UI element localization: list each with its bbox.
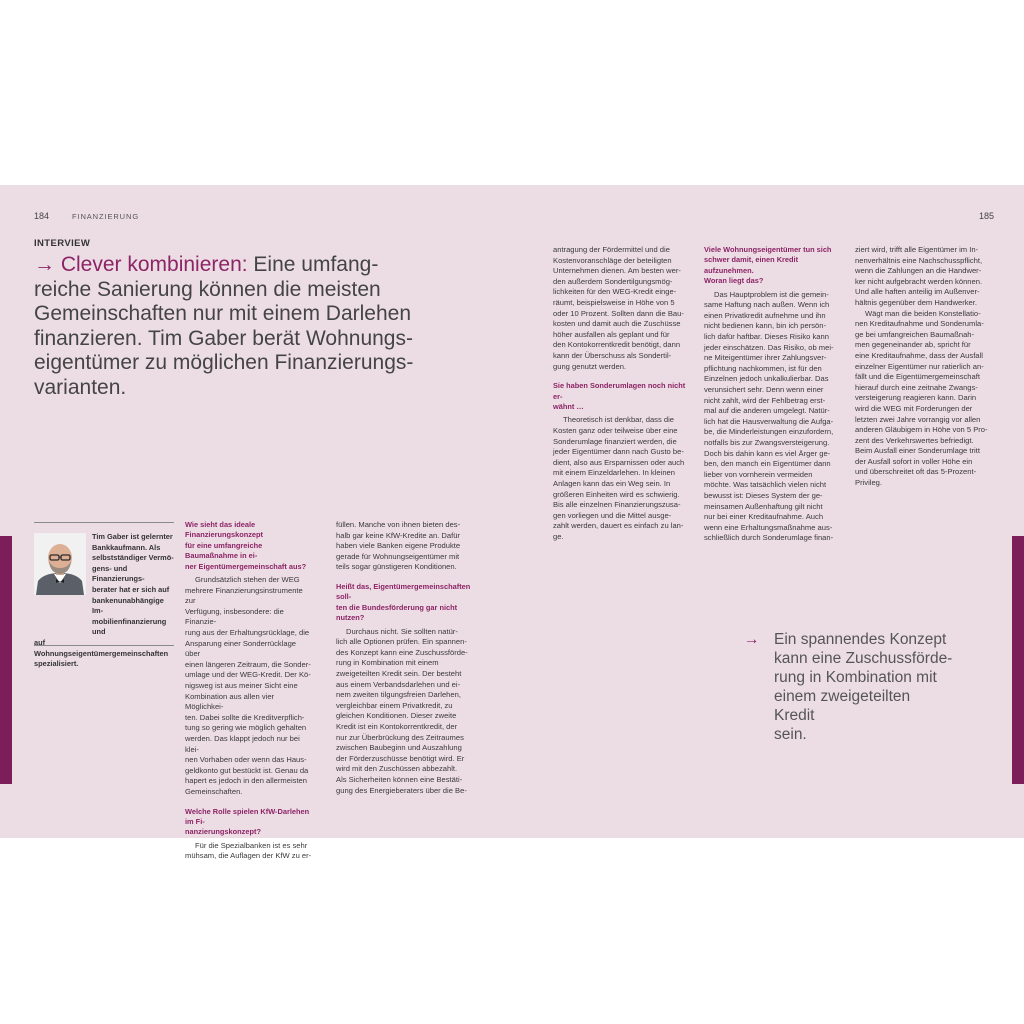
page-number-right: 185: [978, 211, 994, 221]
headline-line: Gemeinschaften nur mit einem Darlehen: [34, 302, 412, 325]
text-column-5: [855, 245, 991, 489]
bio-bottom-rule: [34, 645, 174, 646]
text-column-3: [553, 245, 689, 542]
interview-kicker: INTERVIEW: [34, 238, 91, 249]
headline-line: varianten.: [34, 375, 127, 399]
headline-line: finanzieren. Tim Gaber berät Wohnungs-: [34, 326, 413, 350]
left-edge-bar: [0, 536, 12, 784]
text-column-4: [704, 245, 840, 544]
interview-question: Wie sieht das ideale Finanzierungskonzept für eine umfangreiche Baumaßnahme in ei- ner Eigentümergemeinschaft aus?: [185, 520, 307, 571]
arrow-icon: →: [34, 253, 55, 276]
interview-question: Viele Wohnungseigentümer tun sich schwer damit, einen Kredit aufzunehmen. Woran liegt das?: [704, 245, 832, 286]
headline-line: eigentümer zu möglichen Finanzierungs-: [34, 351, 414, 374]
answer-paragraph: Grundsätzlich stehen der WEG mehrere Finanzierungsinstrumente zur Verfügung, insbesondere: die Finanzie- rung aus der Erhaltungsrücklage, die Ansparung einer Sonderrücklage über einen längeren Zeitraum, die Sonder- umlage und der WEG-Kredit. Der Kö- nigsweg ist aus meiner Sicht eine Kombination aus allen vier Möglichkei- ten. Dabei sollte die Kreditverpflich- tung so gering wie möglich gehalten werden. Das klappt jedoch nur bei klei- nen Vorhaben oder wenn das Haus- geldkonto gut bestückt ist. Genau da hapert es jedoch in den allermeisten Gemeinschaften.: [185, 575, 311, 796]
pull-quote: [744, 630, 954, 744]
page-number-left: 184: [34, 211, 50, 221]
answer-paragraph: Wägt man die beiden Konstellatio- nen Kreditaufnahme und Sonderumla- ge bei umfangreichen Baumaßnah- men gegeneinander ab, spricht für eine Kreditaufnahme, dass der Ausfall einzelner Eigentümer nur ratierlich an- fällt und die Eigentümergemeinschaft hierauf durch eine zeitnahe Zwangs- versteigerung reagieren kann. Darin wird die WEG mit Forderungen der letzten zwei Jahre vorrangig vor allen anderen Gläubigern in Höhe von 5 Pro- zent des Verkehrswertes befriedigt. Beim Ausfall einer Sonderumlage tritt der Ausfall sofort in voller Höhe ein und überschreitet oft das 5-Prozent- Privileg.: [855, 308, 988, 488]
arrow-icon: →: [744, 631, 760, 648]
answer-paragraph: antragung der Fördermittel und die Kostenvoranschläge der beteiligten Unternehmen dienen. Am besten wer- den außerdem Sondertilgungsmög- lichkeiten für den WEG-Kredit einge- räumt, beispielsweise in Höhe von 5 oder 10 Prozent. Sollten dann die Bau- kosten und damit auch die Zuschüsse höher ausfallen als geplant und für den Kontokorrentkredit benötigt, dann kann der Überschuss als Sondertil- gung genutzt werden.: [553, 245, 684, 371]
answer-paragraph: Das Hauptproblem ist die gemein- same Haftung nach außen. Wenn ich einen Privatkredit aufnehme und ihn nicht bedienen kann, bin ich persön- lich dafür haftbar. Dieses Risiko kann jeder einschätzen. Das Risiko, ob mei- ne Miteigentümer ihrer Zahlungsver- pflichtung nachkommen, ist für den Einzelnen jedoch unkalkulierbar. Das verunsichert sehr. Denn wenn einer nicht zahlt, wird der Fehlbetrag erst- mal auf die anderen umgelegt. Natür- lich hat die Hausverwaltung die Aufga- be, die Minderleistungen einzufordern, notfalls bis zur Zwangsversteigerung. Doch bis dahin kann es viel Ärger ge- ben, den manch ein Eigentümer dann lieber von vornherein vermeiden möchte. Was tatsächlich vielen nicht bewusst ist: Dieses System der ge- meinsamen Außenhaftung gilt nicht nur bei einer Kreditaufnahme. Auch wenn eine Erhaltungsmaßnahme aus- schließlich durch Sonderumlage finan-: [704, 289, 834, 543]
answer-paragraph: ziert wird, trifft alle Eigentümer im In- nenverhältnis eine Nachschusspflicht, wenn die Zahlungen an die Handwer- ker nicht aufgebracht werden können. Und alle haften anteilig im Außenver- hältnis gegenüber dem Handwerker.: [855, 245, 983, 307]
bio-top-rule: [34, 522, 174, 523]
answer-paragraph: Für die Spezialbanken ist es sehr mühsam, die Auflagen der KfW zu er-: [185, 840, 312, 861]
section-title: FINANZIERUNG: [72, 212, 140, 221]
interview-question: Welche Rolle spielen KfW-Darlehen im Fi- nanzierungskonzept?: [185, 806, 310, 837]
answer-paragraph: füllen. Manche von ihnen bieten des- halb gar keine KfW-Kredite an. Dafür haben viele Banken eigene Produkte gerade für Wohnungseigentümer mit teils sogar günstigeren Konditionen.: [336, 520, 461, 572]
right-edge-bar: [1012, 536, 1024, 784]
headline-accent: Clever kombinieren:: [60, 253, 248, 276]
headline: [34, 253, 434, 400]
headline-line: → Clever kombinieren: Eine umfang-: [34, 253, 379, 276]
headline-line: reiche Sanierung können die meisten: [34, 277, 381, 301]
answer-paragraph: Theoretisch ist denkbar, dass die Kosten ganz oder teilweise über eine Sonderumlage finanziert werden, die jeder Eigentümer dann nach Gusto be- dient, also aus Ersparnissen oder auch mit einem Einzeldarlehen. In kleinen Anlagen kann das ein Weg sein. In größeren Einheiten wird es schwierig. Bis alle einzelnen Finanzierungszusa- gen vorliegen und die Mittel ausge- zahlt werden, dauert es einfach zu lan- ge.: [553, 415, 685, 541]
text-column-2: [336, 520, 472, 796]
author-bio: Tim Gaber ist gelernter Bankkaufmann. Als selbstständiger Vermö- gens- und Finanzierungs- berater hat er sich auf bankenunabhängige Im- mobilienfinanzierung und auf Wohnungseigentümergemeinschaften spezialisiert.: [34, 532, 174, 669]
answer-paragraph: Durchaus nicht. Sie sollten natür- lich alle Optionen prüfen. Ein spannen- des Konzept kann eine Zuschussförde- rung in Kombination mit einem zweigeteilten Kredit sein. Der besteht aus einem Verbandsdarlehen und ei- nem zweiten tilgungsfreien Darlehen, vergleichbar einem Privatkredit, zu gleichen Konditionen. Dieser zweite Kredit ist ein Kontokorrentkredit, der nur zur Überbrückung des Zeitraumes zwischen Baubeginn und Auszahlung der Förderzuschüsse benötigt wird. Er wird mit den Zuschüssen abbezahlt. Als Sicherheiten können eine Bestäti- gung des Energieberaters über die Be-: [336, 626, 468, 795]
text-column-1: [185, 520, 313, 862]
interview-question: Sie haben Sonderumlagen noch nicht er- wähnt …: [553, 381, 686, 411]
interview-question: Heißt das, Eigentümergemeinschaften soll- ten die Bundesförderung gar nicht nutzen?: [336, 581, 471, 623]
pull-quote-text: Ein spannendes Konzept kann eine Zuschussförde- rung in Kombination mit einem zweigeteilten Kredit sein.: [774, 631, 953, 743]
